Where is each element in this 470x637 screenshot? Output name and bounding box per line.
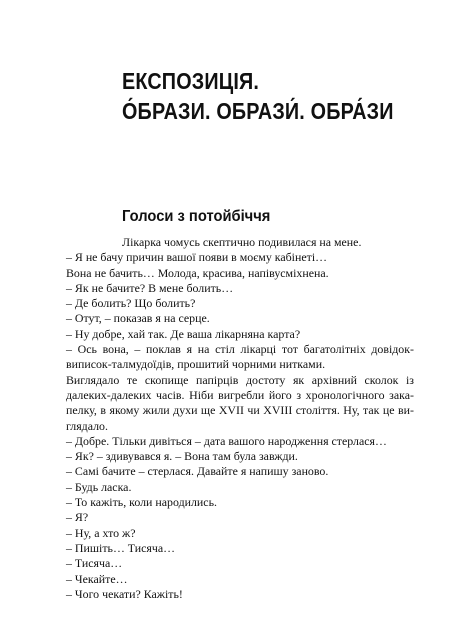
section-title: Голоси з потойбіччя: [122, 208, 271, 225]
dialogue-line: – Самі бачите – стерлася. Давайте я напишу заново.: [66, 464, 329, 479]
dialogue-line: – Чого чекати? Кажіть!: [66, 586, 183, 601]
paragraph-line: глядало.: [66, 418, 108, 433]
dialogue-line: – Отут, – показав я на серце.: [66, 311, 210, 326]
dialogue-line: – Як не бачите? В мене болить…: [66, 280, 234, 295]
paragraph-line: Вона не бачить… Молода, красива, напівусміхнена.: [66, 265, 329, 280]
dialogue-line: – Будь ласка.: [66, 479, 132, 494]
chapter-title: [122, 66, 397, 126]
paragraph-line: виписок-талмудоїдів, прошитий чорними нитками.: [66, 357, 326, 372]
dialogue-line: – Ну, а хто ж?: [66, 525, 136, 540]
dialogue-line: – Тисяча…: [66, 556, 123, 571]
chapter-title-line-1: ЕКСПОЗИЦІЯ.: [122, 68, 260, 94]
body-text: [66, 235, 414, 602]
dialogue-line: – Я не бачу причин вашої появи в моєму кабінеті…: [66, 250, 328, 265]
paragraph-line: далеких-далеких часів. Ніби вигребли його з хронологічного зака-: [66, 387, 414, 402]
paragraph-line: Виглядало те скопище папірців достоту як архівний сколок із: [66, 372, 414, 387]
dialogue-line: – Ну добре, хай так. Де ваша лікарняна карта?: [66, 326, 301, 341]
dialogue-line: – Добре. Тільки дивіться – дата вашого народження стерлася…: [66, 433, 387, 448]
paragraph-line: Лікарка чомусь скептично подивилася на мене.: [122, 235, 362, 249]
dialogue-line: – Я?: [66, 510, 89, 525]
dialogue-line: – То кажіть, коли народились.: [66, 495, 217, 510]
dialogue-line: – Ось вона, – поклав я на стіл лікарці тот багатолітніх довідок-: [66, 342, 414, 357]
chapter-title-line-2: О́БРАЗИ. ОБРАЗИ́. ОБРА́ЗИ: [122, 98, 394, 124]
paragraph-line: пелку, в якому жили духи ще XVII чи XVIII століття. Ну, так це ви-: [66, 403, 414, 418]
dialogue-line: – Де болить? Що болить?: [66, 296, 196, 311]
dialogue-line: – Пишіть… Тисяча…: [66, 540, 176, 555]
dialogue-line: – Як? – здивувався я. – Вона там була завжди.: [66, 449, 298, 464]
dialogue-line: – Чекайте…: [66, 571, 128, 586]
